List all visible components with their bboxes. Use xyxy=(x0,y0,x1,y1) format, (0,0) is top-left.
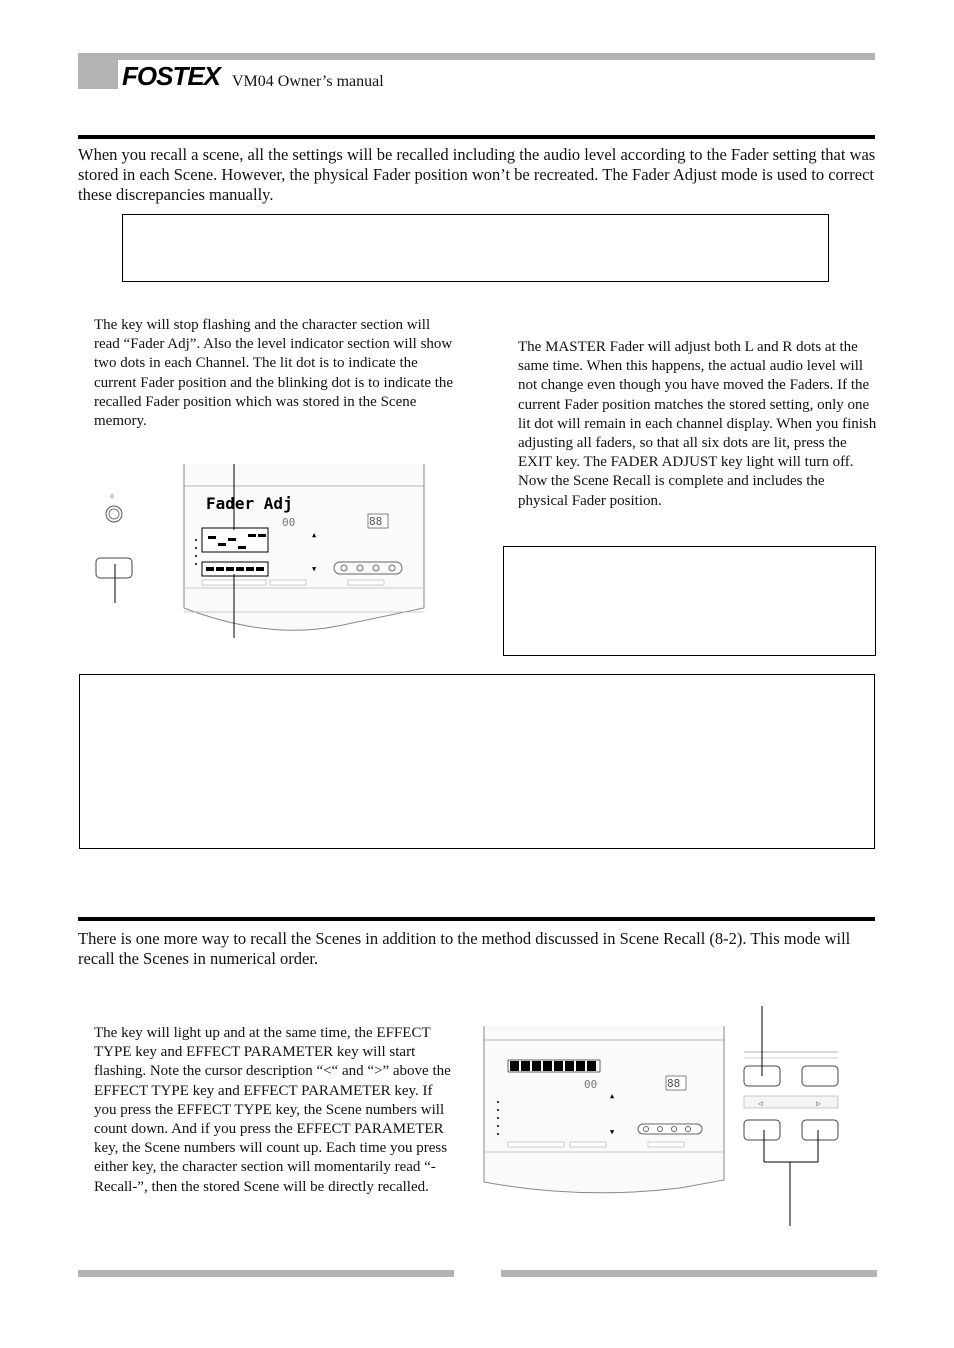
section1-intro: When you recall a scene, all the settings will be recalled including the audio level according to the Fader setting that was stored in each Scene. However, the physical Fader position won’t be recreated. The Fader Adjust mode is used to correct these discrepancies manually. xyxy=(78,145,876,204)
lcd-big-digits: 88 xyxy=(667,1077,681,1090)
svg-text:▼: ▼ xyxy=(610,1128,615,1136)
lcd-fader-adj-text: Fader Adj xyxy=(206,494,293,513)
section-rule xyxy=(78,135,875,139)
scene-sequence-illustration xyxy=(480,1004,846,1229)
brand-logo: FOSTEX xyxy=(122,61,221,91)
section1-step-left: The key will stop flashing and the character section will read “Fader Adj”. Also the level indicator section will show two dots in each Channel. The lit dot is to indicate the current Fader position and the blinking dot is to indicate the recalled Fader position which was stored in the Scene memory. xyxy=(94,317,454,430)
lcd-small-digits: 00 xyxy=(584,1078,598,1091)
footer-bar-right xyxy=(501,1270,877,1277)
section2-intro: There is one more way to recall the Scenes in addition to the method discussed in Scene Recall (8-2). This mode will recall the Scenes in numerical order. xyxy=(78,929,851,968)
lcd-big-digits: 88 xyxy=(369,515,383,528)
section2-step-left: The key will light up and at the same time, the EFFECT TYPE key and EFFECT PARAMETER key will start flashing. Note the cursor description “<“ and “>” above the EFFECT TYPE key and EFFECT PARAMETER key. If you press the EFFECT TYPE key, the Scene numbers will count down. And if you press the EFFECT PARAMETER key, the Scene numbers will count up. Each time you press either key, the character section will momentarily read “-Recall-”, then the stored Scene will be directly recalled. xyxy=(94,1025,451,1195)
note-box xyxy=(122,214,829,282)
section-rule xyxy=(78,917,875,921)
header-bar xyxy=(78,53,875,60)
note-box xyxy=(503,546,876,656)
svg-text:▲: ▲ xyxy=(312,531,317,539)
lcd-small-digits: 00 xyxy=(282,516,296,529)
header-tab xyxy=(78,53,118,89)
footer-bar-left xyxy=(78,1270,454,1277)
svg-text:▼: ▼ xyxy=(312,565,317,573)
svg-text:◎: ◎ xyxy=(110,492,115,500)
section1-step-right: The MASTER Fader will adjust both L and R dots at the same time. When this happens, the actual audio level will not change even though you have moved the Faders. If the current Fader position matches the stored setting, only one lit dot will remain in each channel display. When you finish adjusting all faders, so that all six dots are lit, press the EXIT key. The FADER ADJUST key light will turn off. Now the Scene Recall is complete and includes the physical Fader position. xyxy=(518,339,877,509)
note-box xyxy=(79,674,875,849)
header-subtitle: VM04 Owner’s manual xyxy=(232,73,384,90)
fader-adjust-illustration xyxy=(88,458,433,643)
svg-text:▲: ▲ xyxy=(610,1092,615,1100)
svg-text:▷: ▷ xyxy=(816,1099,821,1108)
svg-text:◁: ◁ xyxy=(758,1099,763,1108)
